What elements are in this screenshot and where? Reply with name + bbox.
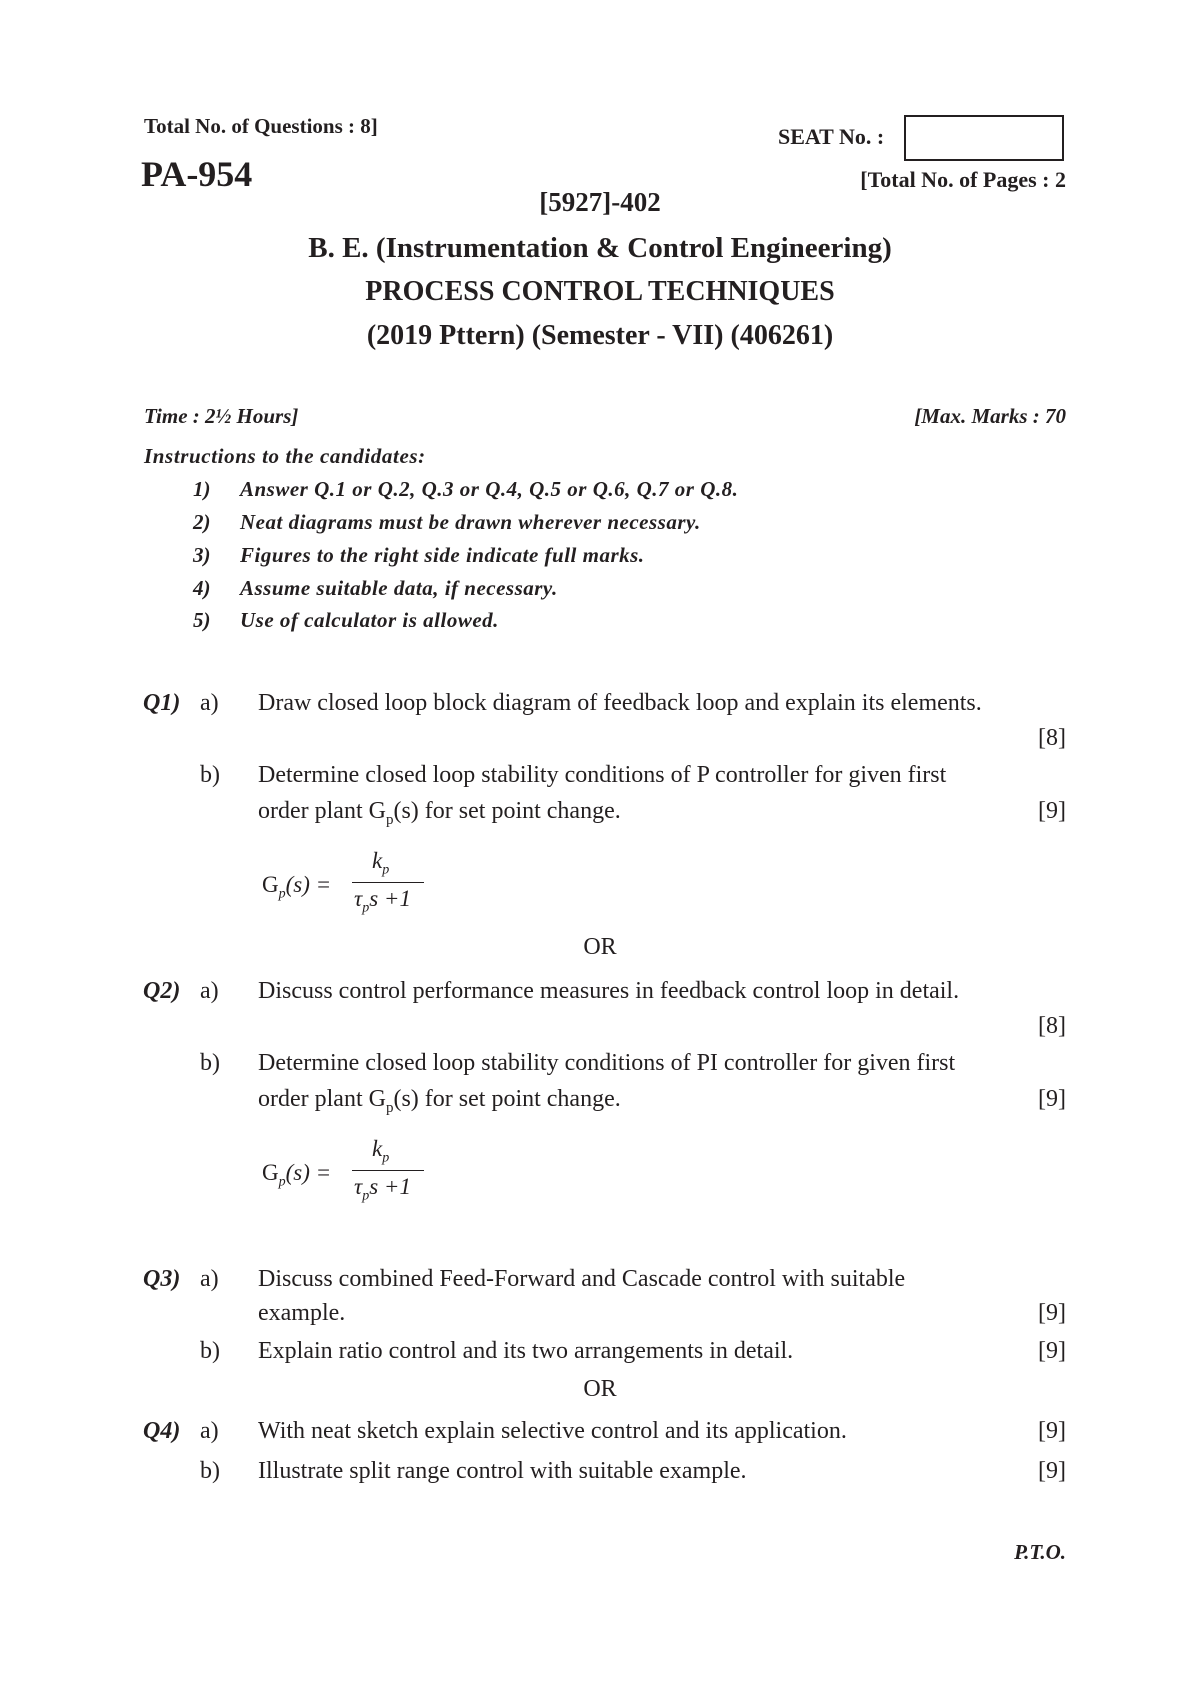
question-text: Determine closed loop stability conditions of PI controller for given first (258, 1050, 956, 1076)
fraction-bar (352, 1170, 424, 1171)
question-text: Draw closed loop block diagram of feedback loop and explain its elements. (258, 690, 982, 716)
fraction-bar (352, 882, 424, 883)
instruction-text: Answer Q.1 or Q.2, Q.3 or Q.4, Q.5 or Q.6, Q.7 or Q.8. (240, 477, 739, 501)
question-marks: [9] (1038, 1300, 1066, 1326)
question-marks: [9] (1038, 1086, 1066, 1112)
question-marks: [9] (1038, 1458, 1066, 1484)
question-part: a) (200, 1418, 219, 1444)
question-text: Discuss control performance measures in feedback control loop in detail. (258, 978, 960, 1004)
question-part: b) (200, 1050, 220, 1076)
question-number: Q1) (143, 690, 181, 716)
instruction-text: Assume suitable data, if necessary. (240, 576, 558, 600)
question-number: Q2) (143, 978, 181, 1004)
question-text-line2: order plant $G_p(s)$ for set point change. (258, 1086, 621, 1116)
question-part: b) (200, 762, 220, 788)
instruction-number: 3) (193, 543, 211, 567)
question-number: Q4) (143, 1418, 181, 1444)
question-marks: [9] (1038, 1418, 1066, 1444)
instruction-number: 4) (193, 576, 211, 600)
question-text: Discuss combined Feed-Forward and Cascade control with suitable (258, 1266, 906, 1292)
instruction-number: 2) (193, 510, 211, 534)
or-separator: OR (583, 1376, 617, 1402)
seat-number-label: SEAT No. : (778, 124, 885, 149)
instruction-text: Use of calculator is allowed. (240, 608, 499, 632)
question-marks: [9] (1038, 1338, 1066, 1364)
instruction-text: Figures to the right side indicate full marks. (240, 543, 645, 567)
pattern-semester: (2019 Pttern) (Semester - VII) (406261) (366, 320, 834, 351)
transfer-function-formula: $G_p(s)$ = $k_p$ $\tau_ps +1$ (262, 848, 432, 918)
instructions-title: Instructions to the candidates: (144, 444, 426, 468)
question-marks: [9] (1038, 798, 1066, 824)
question-text: With neat sketch explain selective control and its application. (258, 1418, 847, 1444)
or-separator: OR (583, 934, 617, 960)
question-marks: [8] (1038, 1013, 1066, 1039)
question-number: Q3) (143, 1266, 181, 1292)
instruction-text: Neat diagrams must be drawn wherever necessary. (240, 510, 701, 534)
paper-code: PA-954 (141, 154, 253, 194)
subject-title: PROCESS CONTROL TECHNIQUES (365, 276, 835, 307)
please-turn-over: P.T.O. (1014, 1540, 1066, 1564)
question-text-line2: order plant $G_p(s)$ for set point change. (258, 798, 621, 828)
question-text: Illustrate split range control with suitable example. (258, 1458, 747, 1484)
instruction-number: 1) (193, 477, 211, 501)
seat-number-box (904, 115, 1064, 161)
question-part: a) (200, 1266, 219, 1292)
question-part: a) (200, 690, 219, 716)
question-paper-code: [5927]-402 (539, 187, 661, 217)
total-questions: Total No. of Questions : 8] (144, 114, 378, 138)
question-part: b) (200, 1458, 220, 1484)
degree-title: B. E. (Instrumentation & Control Engineering) (308, 232, 892, 264)
question-text: Explain ratio control and its two arrangements in detail. (258, 1338, 794, 1364)
question-part: b) (200, 1338, 220, 1364)
exam-time: Time : 2½ Hours] (144, 404, 299, 428)
question-part: a) (200, 978, 219, 1004)
question-text: Determine closed loop stability conditions of P controller for given first (258, 762, 947, 788)
question-text-line2: example. (258, 1300, 346, 1326)
instruction-number: 5) (193, 608, 211, 632)
question-marks: [8] (1038, 725, 1066, 751)
max-marks: [Max. Marks : 70 (914, 404, 1066, 428)
total-pages: [Total No. of Pages : 2 (860, 167, 1066, 192)
transfer-function-formula: $G_p(s)$ = $k_p$ $\tau_ps +1$ (262, 1136, 432, 1206)
